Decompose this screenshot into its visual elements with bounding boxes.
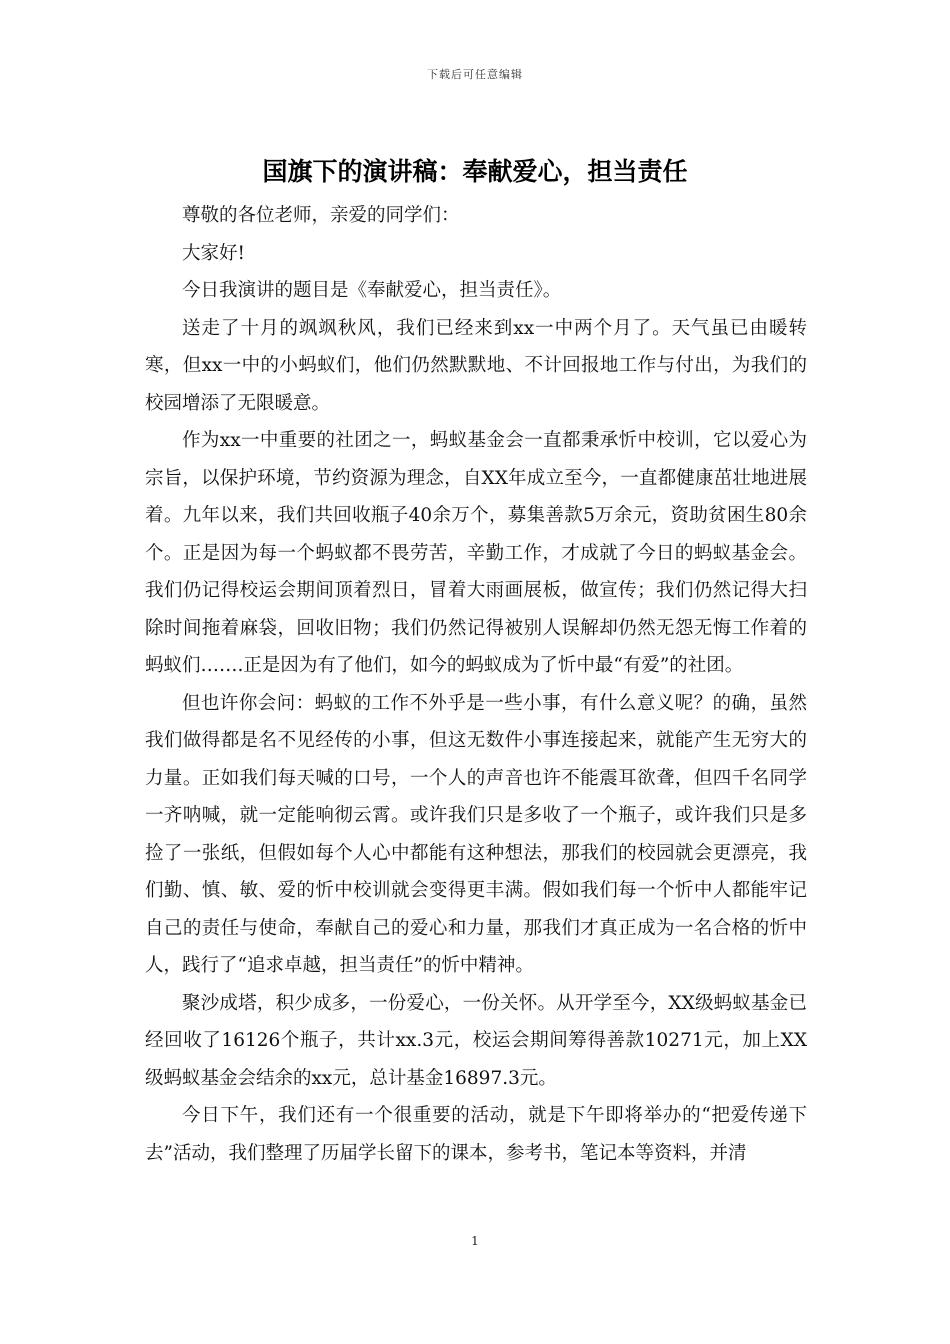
paragraph-foundation: 作为xx一中重要的社团之一，蚂蚁基金会一直都秉承忻中校训，它以爱心为宗旨，以保护环境，节约资源为理念，自XX年成立至今，一直都健康茁壮地进展着。九年以来，我们共回收瓶子40余万个，募集善款5万余元，资助贫困生80余个。正是因为每一个蚂蚁都不畏劳苦，辛勤工作，才成就了今日的蚂蚁基金会。我们仍记得校运会期间顶着烈日，冒着大雨画展板，做宣传；我们仍然记得大扫除时间拖着麻袋，回收旧物；我们仍然记得被别人误解却仍然无怨无悔工作着的蚂蚁们…….正是因为有了他们，如今的蚂蚁成为了忻中最“有爱”的社团。 [145, 430, 807, 676]
header-note: 下载后可任意编辑 [427, 68, 523, 81]
document-body [145, 197, 807, 1172]
page-number: 1 [471, 1234, 479, 1248]
paragraph-intro: 送走了十月的飒飒秋风，我们已经来到xx一中两个月了。天气虽已由暖转寒，但xx一中的小蚂蚁们，他们仍然默默地、不计回报地工作与付出，为我们的校园增添了无限暖意。 [145, 317, 807, 414]
paragraph-topic: 今日我演讲的题目是《奉献爱心，担当责任》。 [182, 280, 562, 301]
document-title: 国旗下的演讲稿：奉献爱心，担当责任 [262, 157, 688, 186]
paragraph-greeting: 大家好! [182, 242, 245, 264]
paragraph-meaning: 但也许你会问：蚂蚁的工作不外乎是一些小事，有什么意义呢？的确，虽然我们做得都是名不见经传的小事，但这无数件小事连接起来，就能产生无穷大的力量。正如我们每天喊的口号，一个人的声音也许不能震耳欲聋，但四千名同学一齐呐喊，就一定能响彻云霄。或许我们只是多收了一个瓶子，或许我们只是多捡了一张纸，但假如每个人心中都能有这种想法，那我们的校园就会更漂亮，我们勤、慎、敏、爱的忻中校训就会变得更丰满。假如我们每一个忻中人都能牢记自己的责任与使命，奉献自己的爱心和力量，那我们才真正成为一名合格的忻中人，践行了“追求卓越，担当责任”的忻中精神。 [145, 692, 807, 976]
paragraph-funds: 聚沙成塔，积少成多，一份爱心，一份关怀。从开学至今，XX级蚂蚁基金已经回收了16126个瓶子，共计xx.3元，校运会期间筹得善款10271元，加上XX级蚂蚁基金会结余的xx元，总计基金16897.3元。 [145, 992, 807, 1089]
paragraph-salutation: 尊敬的各位老师，亲爱的同学们： [182, 205, 460, 226]
paragraph-activity: 今日下午，我们还有一个很重要的活动，就是下午即将举办的“把爱传递下去”活动，我们整理了历届学长留下的课本，参考书，笔记本等资料，并清 [145, 1105, 807, 1164]
